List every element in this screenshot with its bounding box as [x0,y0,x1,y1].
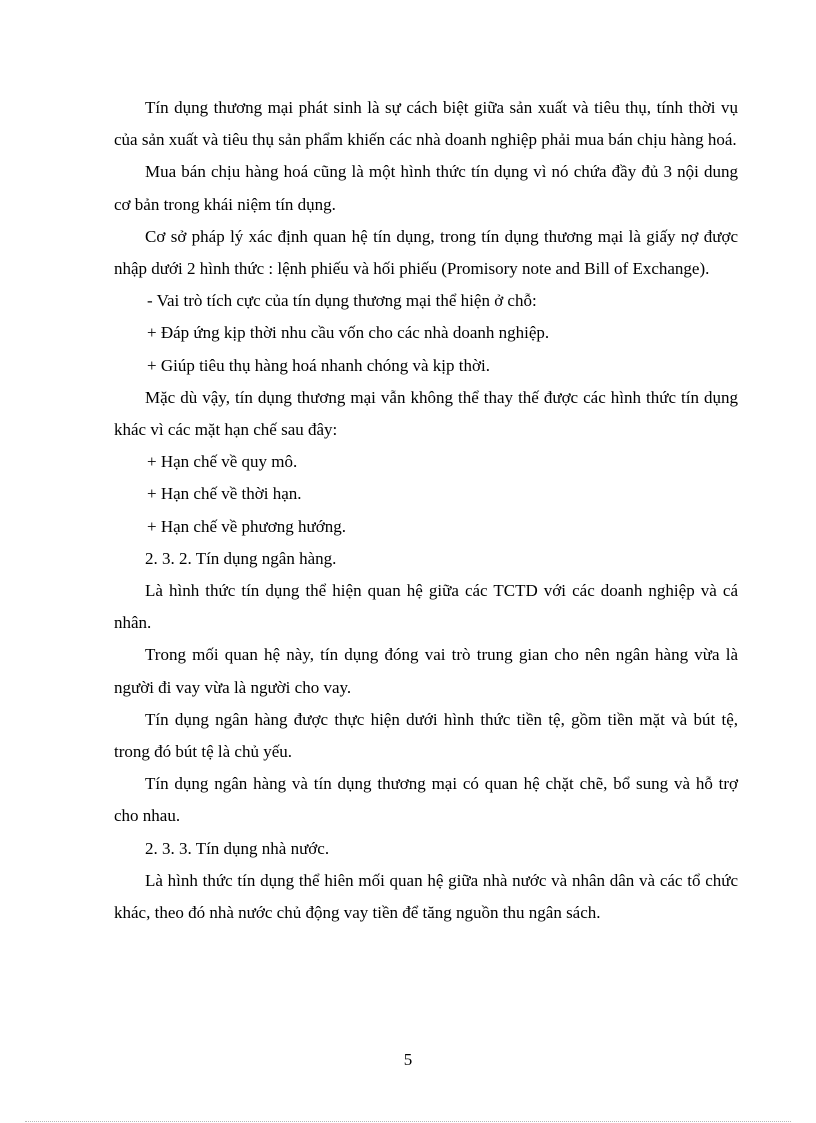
list-item: + Hạn chế về thời hạn. [147,484,302,504]
page-body [114,92,738,929]
paragraph-legal-basis: Cơ sở pháp lý xác định quan hệ tín dụng, trong tín dụng thương mại là giấy nợ được nhập dưới 2 hình thức : lệnh phiếu và hối phiếu (Promisory note and Bill of Exchange). [114,226,738,279]
page-number: 5 [403,1050,413,1069]
list-item: + Hạn chế về quy mô. [147,452,298,472]
section-heading-bank-credit: 2. 3. 2. Tín dụng ngân hàng. [145,548,337,568]
paragraph-bank-credit-definition: Là hình thức tín dụng thể hiện quan hệ giữa các TCTD với các doanh nghiệp và cá nhân. [114,581,738,633]
page-bottom-divider [25,1121,791,1122]
section-heading-state-credit: 2. 3. 3. Tín dụng nhà nước. [145,838,330,858]
list-item: + Đáp ứng kịp thời nhu cầu vốn cho các nhà doanh nghiệp. [147,323,550,343]
paragraph-positive-role: - Vai trò tích cực của tín dụng thương mại thể hiện ở chỗ: [147,291,537,311]
list-item: + Hạn chế về phương hướng. [147,516,346,536]
paragraph-bank-intermediary: Trong mối quan hệ này, tín dụng đóng vai trò trung gian cho nên ngân hàng vừa là người đi vay vừa là người cho vay. [114,645,738,697]
paragraph-bank-credit-form: Tín dụng ngân hàng được thực hiện dưới hình thức tiền tệ, gồm tiền mặt và bút tệ, trong đó bút tệ là chủ yếu. [114,709,738,762]
paragraph-credit-sale: Mua bán chịu hàng hoá cũng là một hình thức tín dụng vì nó chứa đầy đủ 3 nội dung cơ bản trong khái niệm tín dụng. [114,162,738,214]
paragraph-origin-trade-credit: Tín dụng thương mại phát sinh là sự cách biệt giữa sản xuất và tiêu thụ, tính thời vụ của sản xuất và tiêu thụ sản phẩm khiến các nhà doanh nghiệp phải mua bán chịu hàng hoá. [114,98,738,150]
list-item: + Giúp tiêu thụ hàng hoá nhanh chóng và kịp thời. [147,355,490,375]
paragraph-bank-trade-relation: Tín dụng ngân hàng và tín dụng thương mại có quan hệ chặt chẽ, bổ sung và hỗ trợ cho nhau. [114,774,738,826]
paragraph-limitations: Mặc dù vậy, tín dụng thương mại vẫn không thể thay thế được các hình thức tín dụng khác vì các mặt hạn chế sau đây: [114,387,738,440]
paragraph-state-credit-definition: Là hình thức tín dụng thể hiên mối quan hệ giữa nhà nước và nhân dân và các tổ chức khác, theo đó nhà nước chủ động vay tiền để tăng nguồn thu ngân sách. [114,870,738,923]
